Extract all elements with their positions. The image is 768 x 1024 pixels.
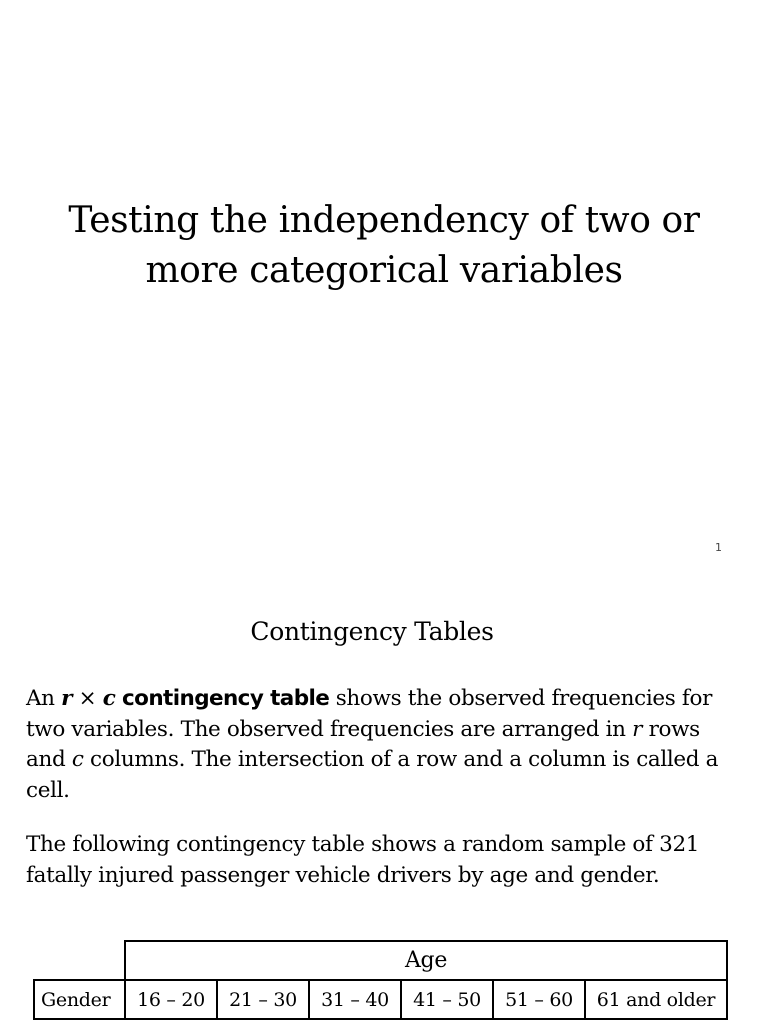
example-paragraph: The following contingency table shows a random sample of 321 fatally injured passenger vehicle drivers by age and gender.: [26, 832, 700, 888]
text-fragment: columns. The intersection of a row and a column is called a cell.: [26, 747, 719, 803]
times-symbol: ×: [72, 686, 103, 711]
page-number: 1: [715, 541, 722, 554]
text-fragment: An: [26, 686, 62, 711]
age-column-header: 51 – 60: [493, 980, 585, 1019]
slide-title-line-2: more categorical variables: [145, 250, 623, 291]
age-column-header: 41 – 50: [401, 980, 493, 1019]
c-variable: c: [102, 686, 116, 711]
gender-header: Gender: [34, 980, 125, 1019]
table-header-row: [34, 941, 727, 980]
age-column-header: 31 – 40: [309, 980, 401, 1019]
table-corner-cell: [34, 941, 125, 980]
age-column-header: 61 and older: [585, 980, 727, 1019]
r-variable: r: [61, 686, 73, 711]
table-row: [34, 980, 727, 1019]
age-column-header: 21 – 30: [217, 980, 309, 1019]
r-variable: r: [632, 716, 643, 742]
section-title: Contingency Tables: [250, 617, 494, 646]
definition-paragraph: [26, 684, 736, 806]
contingency-table: [33, 940, 728, 1020]
text-fragment: shows the observed frequencies for two variables. The observed frequencies are arranged in: [26, 686, 713, 742]
age-group-header: Age: [125, 941, 727, 980]
c-variable: c: [71, 747, 84, 772]
slide-title: [20, 196, 748, 296]
slide-title-line-1: Testing the independency of two or: [68, 200, 700, 241]
key-term: contingency table: [122, 686, 330, 711]
age-column-header: 16 – 20: [125, 980, 217, 1019]
text-fragment: rows and: [26, 716, 700, 772]
